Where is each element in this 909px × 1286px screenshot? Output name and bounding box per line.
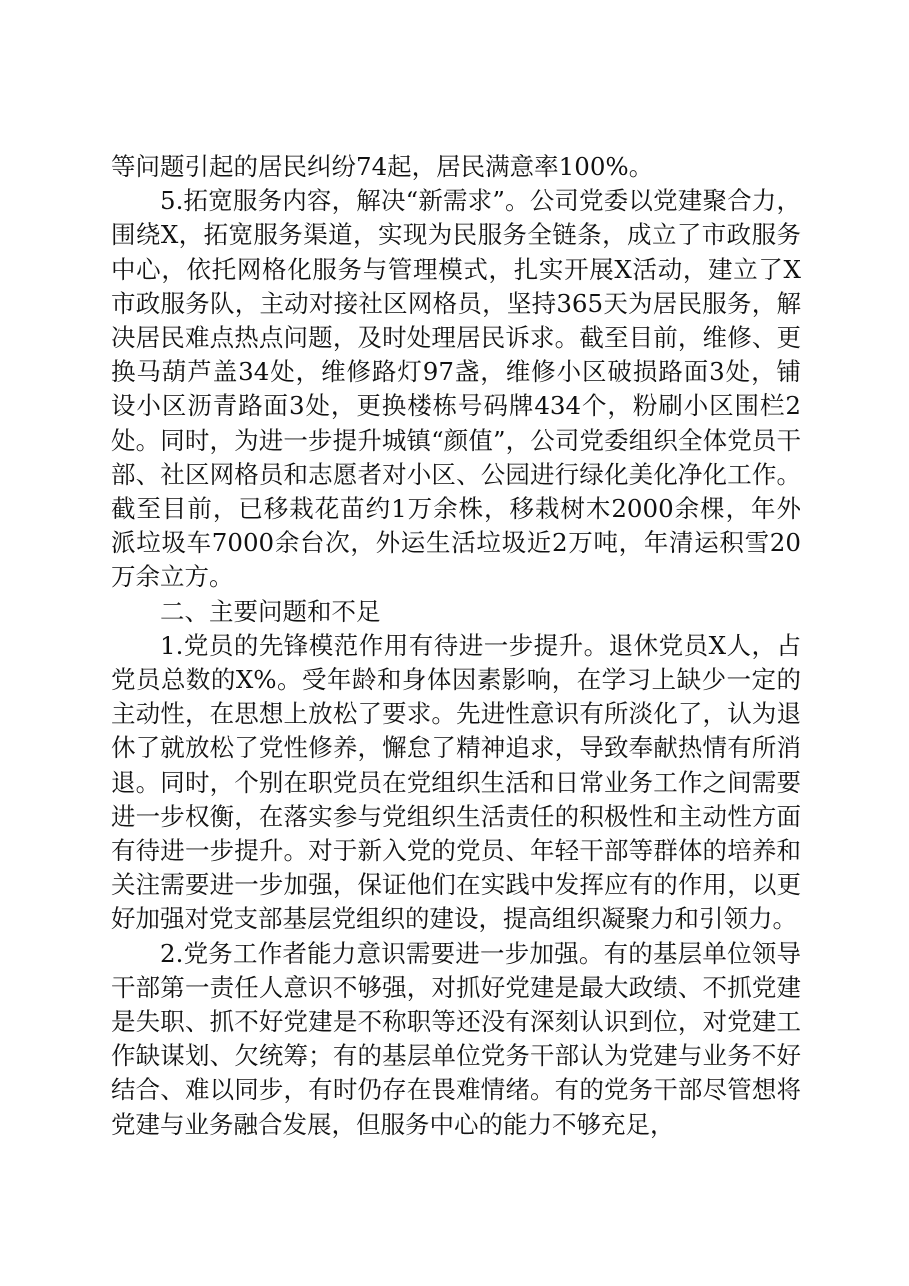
- paragraph-continuation: 等问题引起的居民纠纷74起，居民满意率100%。: [111, 152, 654, 181]
- paragraph-party-member-role: 1.党员的先锋模范作用有待进一步提升。退休党员X人，占党员总数的X%。受年龄和身体因素影响，在学习上缺少一定的主动性，在思想上放松了要求。先进性意识有所淡化了，认为退休了就放松了党性修养，懈怠了精神追求，导致奉献热情有所消退。同时，个别在职党员在党组织生活和日常业务工作之间需要进一步权衡，在落实参与党组织生活责任的积极性和主动性方面有待进一步提升。对于新入党的党员、年轻干部等群体的培养和关注需要进一步加强，保证他们在实践中发挥应有的作用，以更好加强对党支部基层党组织的建设，提高组织凝聚力和引领力。: [111, 630, 801, 934]
- paragraph-expand-services: 5.拓宽服务内容，解决“新需求”。公司党委以党建聚合力，围绕X，拓宽服务渠道，实现为民服务全链条，成立了市政服务中心，依托网格化服务与管理模式，扎实开展X活动，建立了X市政服务队，主动对接社区网格员，坚持365天为居民服务，解决居民难点热点问题，及时处理居民诉求。截至目前，维修、更换马葫芦盖34处，维修路灯97盏，维修小区破损路面3处，铺设小区沥青路面3处，更换楼栋号码牌434个，粉刷小区围栏2处。同时，为进一步提升城镇“颜值”，公司党委组织全体党员干部、社区网格员和志愿者对小区、公园进行绿化美化净化工作。截至目前，已移栽花苗约1万余株，移栽树木2000余棵，年外派垃圾车7000余台次，外运生活垃圾近2万吨，年清运积雪20万余立方。: [111, 186, 801, 592]
- document-body: [111, 150, 801, 1142]
- paragraph-party-worker-ability: 2.党务工作者能力意识需要进一步加强。有的基层单位领导干部第一责任人意识不够强，对抓好党建是最大政绩、不抓党建是失职、抓不好党建是不称职等还没有深刻认识到位，对党建工作缺谋划、欠统筹；有的基层单位党务干部认为党建与业务不好结合、难以同步，有时仍存在畏难情绪。有的党务干部尽管想将党建与业务融合发展，但服务中心的能力不够充足，: [111, 938, 801, 1139]
- section-heading-problems: 二、主要问题和不足: [160, 596, 381, 626]
